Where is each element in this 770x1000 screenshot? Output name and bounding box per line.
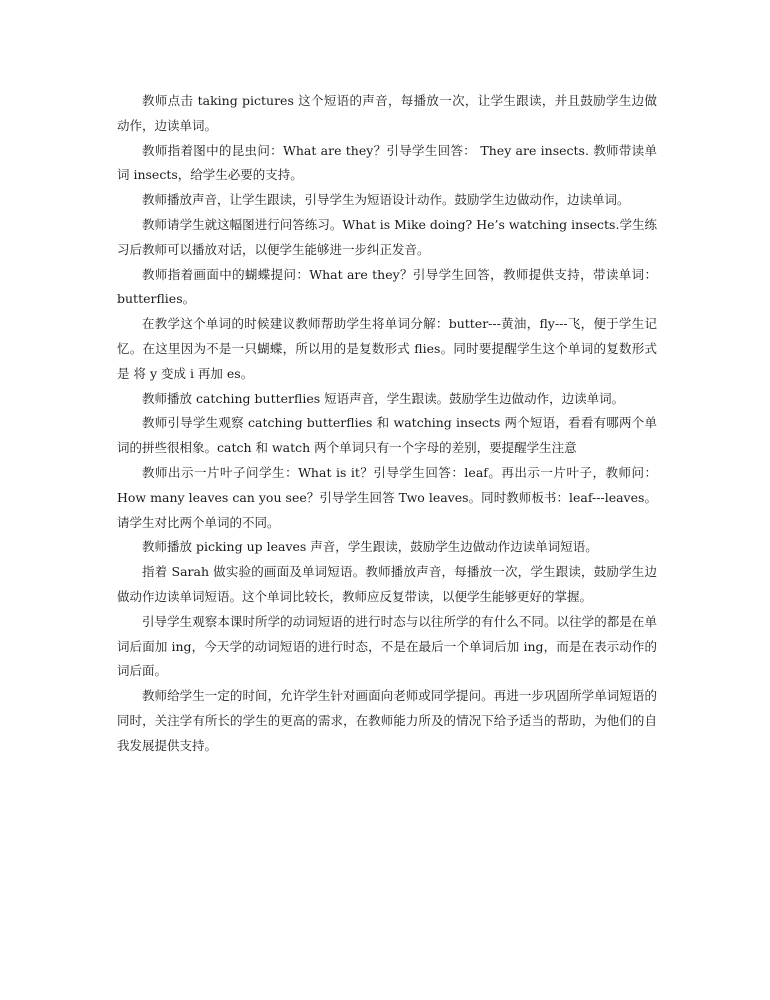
paragraph: 教师指着画面中的蝴蝶提问：What are they？引导学生回答，教师提供支持，带读单词：butterflies。 — [117, 266, 657, 307]
paragraph: 教师请学生就这幅图进行问答练习。What is Mike doing? He’s watching insects.学生练习后教师可以播放对话，以便学生能够进一步纠正发音。 — [117, 216, 657, 257]
paragraph: 在教学这个单词的时候建议教师帮助学生将单词分解：butter---黄油，fly---飞，便于学生记忆。在这里因为不是一只蝴蝶，所以用的是复数形式 flies。同时要提醒学生这个单词的复数形式是 将 y 变成 i 再加 es。 — [117, 316, 657, 381]
document-body — [117, 89, 657, 759]
paragraph: 教师引导学生观察 catching butterflies 和 watching insects 两个短语，看看有哪两个单词的拼些很相象。catch 和 watch 两个单词只有一个字母的差别，要提醒学生注意 — [117, 415, 657, 456]
paragraph: 教师播放 picking up leaves 声音，学生跟读，鼓励学生边做动作边读单词短语。 — [142, 539, 598, 555]
paragraph: 教师出示一片叶子问学生：What is it？引导学生回答：leaf。再出示一片叶子，教师问：How many leaves can you see？引导学生回答 Two leaves。同时教师板书：leaf---leaves。请学生对比两个单词的不同。 — [117, 464, 657, 530]
paragraph: 教师播放声音，让学生跟读，引导学生为短语设计动作。鼓励学生边做动作，边读单词。 — [142, 192, 630, 208]
paragraph: 教师指着图中的昆虫问：What are they？引导学生回答： They are insects. 教师带读单词 insects，给学生必要的支持。 — [117, 142, 657, 183]
paragraph: 教师给学生一定的时间，允许学生针对画面向老师或同学提问。再进一步巩固所学单词短语的同时，关注学有所长的学生的更高的需求，在教师能力所及的情况下给予适当的帮助，为他们的自我发展提供支持。 — [117, 688, 657, 753]
paragraph: 教师点击 taking pictures 这个短语的声音，每播放一次，让学生跟读，并且鼓励学生边做动作，边读单词。 — [117, 93, 657, 133]
paragraph: 引导学生观察本课时所学的动词短语的进行时态与以往所学的有什么不同。以往学的都是在单词后面加 ing，今天学的动词短语的进行时态，不是在最后一个单词后加 ing，而是在表示动作的词后面。 — [117, 613, 657, 679]
paragraph: 教师播放 catching butterflies 短语声音，学生跟读。鼓励学生边做动作，边读单词。 — [142, 390, 625, 406]
paragraph: 指着 Sarah 做实验的画面及单词短语。教师播放声音，每播放一次，学生跟读，鼓励学生边做动作边读单词短语。这个单词比较长，教师应反复带读，以便学生能够更好的掌握。 — [117, 564, 657, 604]
